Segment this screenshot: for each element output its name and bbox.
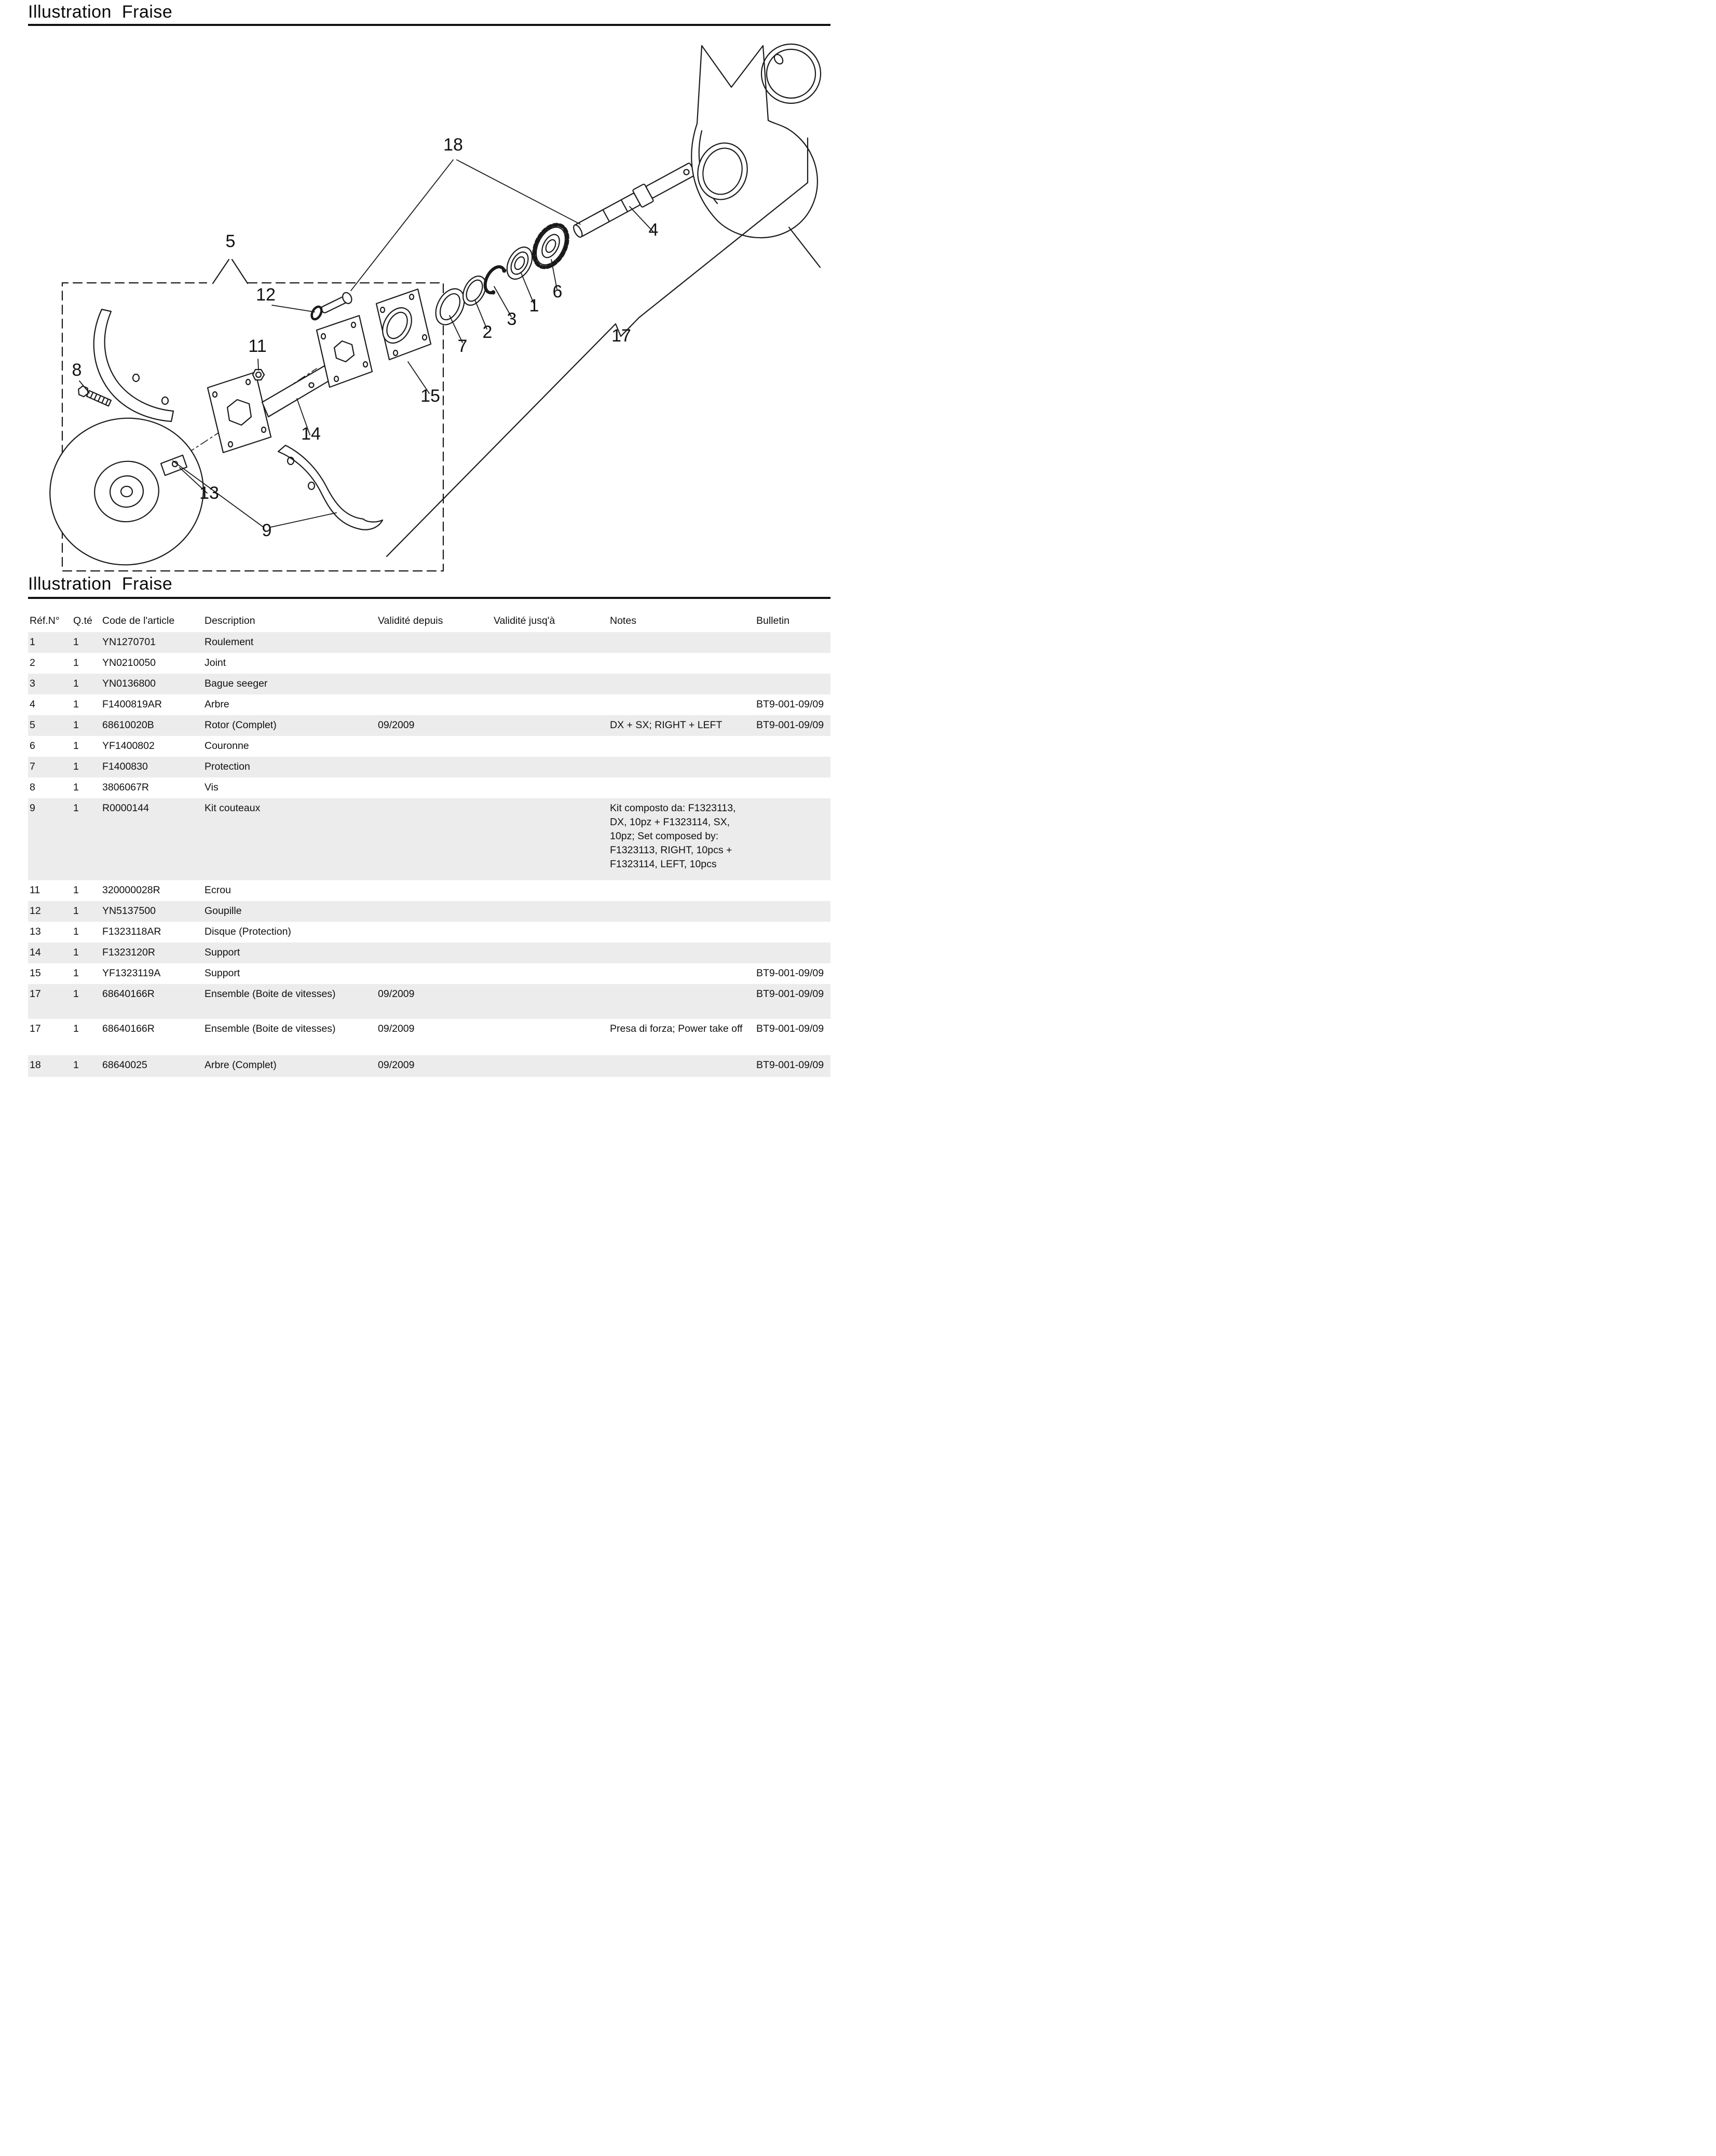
page-title: Illustration Fraise [28, 2, 173, 22]
cell-to [492, 963, 608, 984]
cell-notes [608, 653, 755, 674]
cell-bulletin: BT9-001-09/09 [756, 699, 824, 710]
section-title-rule [28, 597, 830, 599]
callout-13: 13 [199, 483, 219, 503]
column-header: Validité depuis [378, 615, 443, 626]
cell-qty: 1 [73, 926, 79, 937]
cell-to [492, 1055, 608, 1077]
callout-4: 4 [648, 220, 659, 240]
pin [310, 291, 353, 321]
catalog-page [0, 0, 858, 1078]
cell-to [492, 757, 608, 777]
cell-to [492, 880, 608, 901]
cell-code: R0000144 [102, 802, 149, 814]
rotor-hub-plate [208, 372, 271, 453]
cell-from [376, 777, 492, 798]
cell-ref: 13 [30, 926, 41, 937]
cell-to [492, 984, 608, 1019]
cell-code: 3806067R [102, 782, 149, 793]
cell-ref: 4 [30, 699, 35, 710]
table-row [28, 715, 830, 736]
cell-desc: Couronne [205, 740, 249, 752]
column-header: Q.té [73, 615, 92, 626]
table-row [28, 943, 830, 963]
cell-notes: DX + SX; RIGHT + LEFT [610, 719, 723, 731]
cell-notes [608, 901, 755, 922]
cell-from: 09/2009 [378, 988, 415, 1000]
cell-notes [608, 922, 755, 943]
gearbox-housing [691, 44, 821, 238]
cell-bulletin [755, 777, 830, 798]
callout-5: 5 [225, 231, 236, 251]
cell-from [376, 963, 492, 984]
table-row [28, 777, 830, 798]
cell-to [492, 1019, 608, 1055]
callout-18: 18 [443, 135, 463, 155]
cell-bulletin: BT9-001-09/09 [756, 967, 824, 979]
table-row [28, 880, 830, 901]
callout-12: 12 [256, 285, 276, 305]
cell-notes [608, 943, 755, 963]
bearing [502, 243, 537, 283]
callout-6: 6 [552, 282, 563, 302]
column-header: Bulletin [756, 615, 789, 626]
cell-notes [608, 984, 755, 1019]
cell-from [376, 653, 492, 674]
cell-qty: 1 [73, 657, 79, 668]
exploded-diagram [0, 0, 858, 576]
cell-notes: Presa di forza; Power take off [610, 1023, 743, 1034]
column-header: Notes [610, 615, 636, 626]
cell-bulletin [755, 798, 830, 880]
cell-to [492, 715, 608, 736]
cell-code: F1400830 [102, 761, 148, 772]
cell-ref: 3 [30, 678, 35, 689]
cell-desc: Ensemble (Boite de vitesses) [205, 1023, 336, 1034]
cell-ref: 12 [30, 905, 41, 917]
callout-14: 14 [301, 424, 321, 444]
cell-from [376, 632, 492, 653]
cell-notes [608, 632, 755, 653]
cell-qty: 1 [73, 699, 79, 710]
cell-desc: Arbre (Complet) [205, 1059, 277, 1071]
cell-bulletin [755, 632, 830, 653]
cell-desc: Joint [205, 657, 226, 668]
callout-3: 3 [507, 309, 517, 329]
cell-notes [608, 777, 755, 798]
table-row [28, 632, 830, 653]
cell-to [492, 694, 608, 715]
cell-from [376, 901, 492, 922]
cell-qty: 1 [73, 1059, 79, 1071]
cell-qty: 1 [73, 988, 79, 1000]
cell-bulletin [755, 736, 830, 757]
cell-from: 09/2009 [378, 1059, 415, 1071]
cell-bulletin: BT9-001-09/09 [756, 988, 824, 1000]
shaft [570, 160, 698, 241]
cell-ref: 17 [30, 988, 41, 1000]
cell-notes [608, 694, 755, 715]
cell-qty: 1 [73, 884, 79, 896]
column-header: Réf.N° [30, 615, 60, 626]
cell-bulletin [755, 757, 830, 777]
cell-bulletin [755, 943, 830, 963]
callout-17: 17 [611, 326, 631, 346]
table-row [28, 1055, 830, 1077]
cell-code: 68610020B [102, 719, 154, 731]
table-row [28, 901, 830, 922]
cell-bulletin [755, 880, 830, 901]
cell-ref: 2 [30, 657, 35, 668]
table-row [28, 694, 830, 715]
seeger-ring [481, 264, 507, 295]
cell-ref: 11 [30, 884, 40, 896]
protection-disc [36, 404, 217, 576]
cell-code: F1323120R [102, 947, 155, 958]
cell-from [376, 736, 492, 757]
callout-11: 11 [248, 336, 267, 356]
callout-9: 9 [262, 521, 272, 540]
cell-desc: Rotor (Complet) [205, 719, 277, 731]
bearing-support-plate [376, 289, 431, 360]
cell-to [492, 901, 608, 922]
cell-from [376, 694, 492, 715]
cell-notes [608, 1055, 755, 1077]
callout-15: 15 [420, 386, 440, 406]
cell-from [376, 798, 492, 880]
cell-notes [608, 736, 755, 757]
cell-to [492, 653, 608, 674]
table-row [28, 757, 830, 777]
cell-ref: 9 [30, 802, 35, 814]
cell-notes [608, 963, 755, 984]
nut [253, 370, 264, 380]
cell-qty: 1 [73, 967, 79, 979]
cell-code: 68640166R [102, 988, 155, 1000]
cell-qty: 1 [73, 678, 79, 689]
cell-code: YF1400802 [102, 740, 155, 752]
cell-desc: Arbre [205, 699, 229, 710]
cell-notes [608, 880, 755, 901]
cell-ref: 8 [30, 782, 35, 793]
cell-to [492, 798, 608, 880]
cell-qty: 1 [73, 947, 79, 958]
parts-table-body [28, 632, 830, 1077]
cell-desc: Disque (Protection) [205, 926, 291, 937]
cell-desc: Support [205, 967, 240, 979]
cell-code: 68640025 [102, 1059, 147, 1071]
cell-qty: 1 [73, 1023, 79, 1034]
cell-from [376, 943, 492, 963]
cell-ref: 15 [30, 967, 41, 979]
column-header: Validité jusq'à [494, 615, 555, 626]
cell-qty: 1 [73, 905, 79, 917]
cell-to [492, 777, 608, 798]
gearbox-leader [789, 227, 820, 267]
table-row [28, 984, 830, 1019]
callout-5-leader [213, 260, 248, 283]
table-row [28, 1019, 830, 1055]
cell-from: 09/2009 [378, 1023, 415, 1034]
cell-from [376, 922, 492, 943]
cell-bulletin [755, 922, 830, 943]
callout-1: 1 [529, 296, 539, 316]
cell-from [376, 757, 492, 777]
cell-to [492, 674, 608, 694]
callout-7: 7 [457, 336, 468, 356]
cell-from [376, 674, 492, 694]
cell-from: 09/2009 [378, 719, 415, 731]
column-header: Description [205, 615, 255, 626]
cell-desc: Goupille [205, 905, 242, 917]
cell-ref: 7 [30, 761, 35, 772]
blade-right [278, 445, 383, 530]
screw [77, 385, 112, 407]
cell-qty: 1 [73, 719, 79, 731]
crown-gear [527, 219, 575, 273]
cell-bulletin: BT9-001-09/09 [756, 719, 824, 731]
cell-desc: Protection [205, 761, 250, 772]
cell-desc: Ensemble (Boite de vitesses) [205, 988, 336, 1000]
cell-to [492, 922, 608, 943]
column-header: Code de l'article [102, 615, 175, 626]
cell-ref: 17 [30, 1023, 41, 1034]
cell-notes: Kit composto da: F1323113, DX, 10pz + F1323114, SX, 10pz; Set composed by: F1323113, RIGHT, 10pcs + F1323114, LEFT, 10pcs [610, 802, 736, 870]
table-row [28, 798, 830, 880]
cell-qty: 1 [73, 761, 79, 772]
cell-to [492, 943, 608, 963]
cell-qty: 1 [73, 740, 79, 752]
section-title: Illustration Fraise [28, 574, 173, 594]
cell-code: YN0210050 [102, 657, 156, 668]
table-row [28, 963, 830, 984]
table-header-row [28, 611, 830, 632]
cell-desc: Bague seeger [205, 678, 268, 689]
cell-code: YN0136800 [102, 678, 156, 689]
cell-desc: Kit couteaux [205, 802, 261, 814]
cell-ref: 6 [30, 740, 35, 752]
callout-2: 2 [482, 322, 493, 342]
cell-bulletin [755, 653, 830, 674]
cell-code: YN5137500 [102, 905, 156, 917]
table-row [28, 736, 830, 757]
cell-ref: 18 [30, 1059, 41, 1071]
cell-ref: 5 [30, 719, 35, 731]
cell-code: 68640166R [102, 1023, 155, 1034]
cell-desc: Support [205, 947, 240, 958]
callout-8: 8 [72, 360, 82, 380]
table-row [28, 653, 830, 674]
cell-code: 320000028R [102, 884, 160, 896]
cell-ref: 1 [30, 636, 35, 648]
cell-to [492, 632, 608, 653]
cell-notes [608, 757, 755, 777]
cell-ref: 14 [30, 947, 41, 958]
cell-desc: Vis [205, 782, 219, 793]
cell-bulletin [755, 901, 830, 922]
cell-desc: Ecrou [205, 884, 231, 896]
cell-code: YN1270701 [102, 636, 156, 648]
cell-code: YF1323119A [102, 967, 161, 979]
table-row [28, 922, 830, 943]
cell-notes [608, 674, 755, 694]
table-row [28, 674, 830, 694]
cell-from [376, 880, 492, 901]
cell-code: F1323118AR [102, 926, 161, 937]
cell-bulletin: BT9-001-09/09 [756, 1059, 824, 1071]
cell-code: F1400819AR [102, 699, 162, 710]
cell-desc: Roulement [205, 636, 254, 648]
cell-qty: 1 [73, 802, 79, 814]
parts-table [28, 611, 830, 1077]
cell-qty: 1 [73, 782, 79, 793]
cell-bulletin: BT9-001-09/09 [756, 1023, 824, 1034]
cell-to [492, 736, 608, 757]
cell-bulletin [755, 674, 830, 694]
cell-qty: 1 [73, 636, 79, 648]
